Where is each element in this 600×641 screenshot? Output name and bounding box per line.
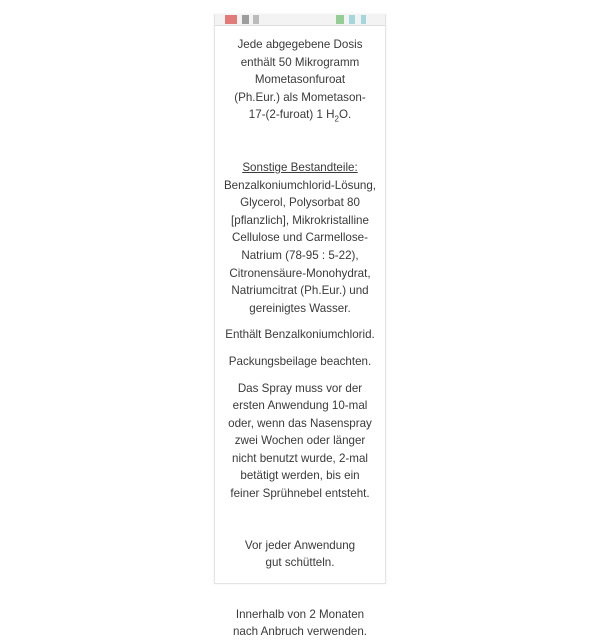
- priming-line: feiner Sprühnebel entsteht.: [230, 487, 370, 501]
- flap-print-mark-teal: [349, 15, 355, 24]
- priming-instructions: [219, 380, 381, 503]
- dosage-line: enthält 50 Mikrogramm: [240, 55, 360, 69]
- ingredients-heading: Sonstige Bestandteile:: [242, 160, 358, 174]
- priming-line: nicht benutzt wurde, 2-mal: [232, 451, 368, 465]
- dosage-line: Jede abgegebene Dosis: [237, 38, 363, 51]
- ingredients-line: Natriumcitrat (Ph.Eur.) und: [231, 284, 369, 298]
- dosage-formula: [219, 106, 381, 124]
- formula-prefix: 17-(2-furoat) 1 H: [248, 108, 335, 122]
- contains-notice-text: Enthält Benzalkoniumchlorid.: [225, 328, 375, 342]
- dosage-statement: [219, 36, 381, 124]
- priming-line: zwei Wochen oder länger: [234, 434, 366, 448]
- shake-instruction: [219, 537, 381, 572]
- ingredients-line: Glycerol, Polysorbat 80: [240, 196, 360, 210]
- ingredients-line: Natrium (78-95 : 5-22),: [241, 248, 359, 262]
- flap-print-mark-red: [225, 15, 237, 24]
- formula-subscript: 2: [334, 114, 339, 124]
- leaflet-notice: [219, 353, 381, 371]
- ingredients-line: [pflanzlich], Mikrokristalline: [231, 213, 369, 227]
- shelf-life-line: nach Anbruch verwenden.: [232, 625, 368, 639]
- ingredients-section: [219, 159, 381, 317]
- shelf-life-notice: [219, 606, 381, 641]
- package-side-panel: [214, 14, 386, 639]
- ingredients-line: Cellulose und Carmellose-: [232, 231, 368, 245]
- dosage-line: Mometasonfuroat: [254, 73, 346, 87]
- ingredients-line: Benzalkoniumchlorid-Lösung,: [223, 178, 377, 192]
- flap-print-mark-green: [336, 15, 344, 24]
- priming-line: betätigt werden, bis ein: [240, 469, 360, 483]
- shelf-life-line: Innerhalb von 2 Monaten: [235, 607, 365, 621]
- formula-suffix: O.: [338, 108, 352, 122]
- shake-line: gut schütteln.: [265, 556, 335, 570]
- contains-notice: [219, 326, 381, 344]
- flap-print-mark-dark: [253, 15, 259, 24]
- priming-line: Das Spray muss vor der: [237, 381, 363, 395]
- dosage-line: (Ph.Eur.) als Mometason-: [234, 90, 366, 104]
- shake-line: Vor jeder Anwendung: [244, 538, 356, 552]
- flap-print-mark-teal: [361, 15, 366, 24]
- ingredients-line: gereinigtes Wasser.: [249, 301, 351, 315]
- leaflet-notice-text: Packungsbeilage beachten.: [228, 354, 372, 368]
- ingredients-line: Citronensäure-Monohydrat,: [229, 266, 371, 280]
- top-flap: [215, 14, 385, 26]
- priming-line: ersten Anwendung 10-mal: [232, 399, 368, 413]
- package-text: [215, 36, 385, 641]
- priming-line: oder, wenn das Nasenspray: [228, 416, 372, 430]
- flap-print-mark-dark: [242, 15, 249, 24]
